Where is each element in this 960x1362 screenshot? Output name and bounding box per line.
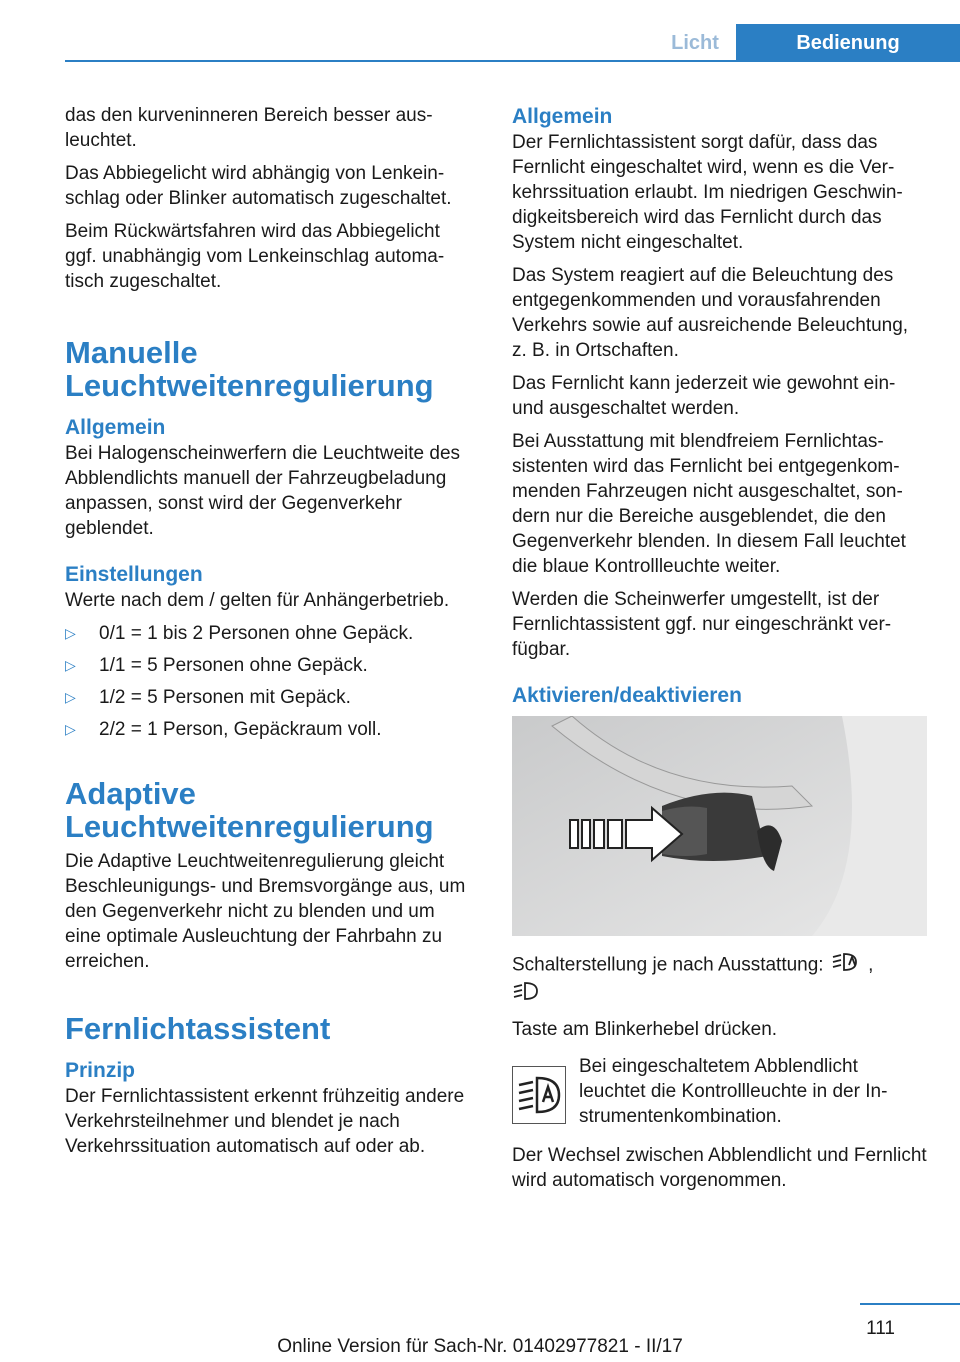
paragraph: Der Fernlichtassistent sorgt dafür, dass das Fernlicht eingeschaltet wird, wenn es die Verkehrssituation erlaubt. Im niedrigen Geschwindigkeitsbereich wird das Fernlicht durch das System nicht eingeschaltet. — [512, 132, 903, 253]
note-text: Bei eingeschaltetem Abblendlicht leuchtet die Kontrollleuchte in der Instrumentenkombination. — [579, 1056, 888, 1127]
online-version-note: Online Version für Sach-Nr. 01402977821 - II/17 — [277, 1336, 683, 1357]
paragraph: Der Fernlichtassistent erkennt frühzeitig andere Verkehrsteilnehmer und blendet je nach Verkehrssituation automatisch auf oder ab. — [65, 1086, 465, 1157]
subheading-general: Allgemein — [512, 105, 613, 128]
section-tab-licht[interactable]: Licht — [671, 31, 719, 54]
high-beam-assistant-indicator-icon — [512, 1066, 566, 1124]
paragraph: Beim Rückwärtsfahren wird das Abbiegelicht ggf. unabhängig vom Lenkeinschlag automatisch zugeschaltet. — [65, 221, 445, 292]
heading-high-beam-assistant: Fernlichtassistent — [65, 1011, 331, 1046]
subheading-principle: Prinzip — [65, 1059, 136, 1082]
paragraph: das den kurveninneren Bereich besser ausleuchtet. — [65, 105, 433, 151]
paragraph: Schalterstellung je nach Ausstattung: , — [512, 951, 927, 1009]
subheading-activate: Aktivieren/deaktivieren — [512, 684, 742, 707]
page-number: 111 — [866, 1318, 895, 1339]
low-beam-icon — [512, 980, 542, 1009]
turn-signal-lever-illustration — [512, 716, 927, 936]
paragraph: Bei Ausstattung mit blendfreiem Fernlichtassistenten wird das Fernlicht bei entgegenkommenden Fahrzeugen nicht ausgeschaltet, sondern nur die Bereiche ausgeblendet, die den Gegenverkehr blenden. In diesem Fall leuchtet die blaue Kontrollleuchte weiter. — [512, 431, 906, 577]
triangle-right-icon: ▷ — [65, 721, 76, 737]
paragraph: Das Fernlicht kann jederzeit wie gewohnt ein- und ausgeschaltet werden. — [512, 373, 896, 419]
paragraph: Werden die Scheinwerfer umgestellt, ist der Fernlichtassistent ggf. nur eingeschränkt verfügbar. — [512, 589, 892, 660]
settings-list — [65, 621, 470, 749]
list-item: ▷ 0/1 = 1 bis 2 Personen ohne Gepäck. — [65, 623, 414, 644]
subheading-settings: Einstellungen — [65, 563, 203, 586]
list-item: ▷ 2/2 = 1 Person, Gepäckraum voll. — [65, 719, 382, 740]
paragraph: Die Adaptive Leuchtweitenregulierung gleicht Beschleunigungs- und Bremsvorgänge aus, um den Gegenverkehr nicht zu blenden und um eine optimale Ausleuchtung der Fahrbahn zu erreichen. — [65, 851, 466, 972]
subheading-general: Allgemein — [65, 416, 166, 439]
triangle-right-icon: ▷ — [65, 657, 76, 673]
triangle-right-icon: ▷ — [65, 625, 76, 641]
paragraph: Werte nach dem / gelten für Anhängerbetrieb. — [65, 590, 450, 611]
list-item: ▷ 1/2 = 5 Personen mit Gepäck. — [65, 687, 351, 708]
heading-adaptive-headlight-range: Adaptive Leuchtweitenregulierung — [65, 776, 434, 844]
paragraph: Bei Halogenscheinwerfern die Leuchtweite des Abblendlichts manuell der Fahrzeugbeladung anpassen, sonst wird der Gegenverkehr geblendet. — [65, 443, 461, 539]
paragraph: Das System reagiert auf die Beleuchtung des entgegenkommenden und vorausfahrenden Verkehrs sowie auf ausreichende Beleuchtung, z. B. in Ortschaften. — [512, 265, 909, 361]
section-tab-bedienung[interactable]: Bedienung — [736, 24, 960, 62]
indicator-note — [512, 1054, 927, 1129]
triangle-right-icon: ▷ — [65, 689, 76, 705]
footer-rule — [860, 1303, 960, 1305]
paragraph: Der Wechsel zwischen Abblendlicht und Fernlicht wird automatisch vorgenommen. — [512, 1145, 927, 1191]
paragraph: Das Abbiegelicht wird abhängig von Lenkeinschlag oder Blinker automatisch zugeschaltet. — [65, 163, 452, 209]
heading-manual-headlight-range: Manuelle Leuchtweitenregulierung — [65, 335, 434, 403]
paragraph: Taste am Blinkerhebel drücken. — [512, 1019, 778, 1040]
high-beam-assistant-icon — [829, 951, 863, 980]
left-column — [65, 103, 470, 1167]
list-item: ▷ 1/1 = 5 Personen ohne Gepäck. — [65, 655, 368, 676]
right-column — [512, 103, 927, 1201]
